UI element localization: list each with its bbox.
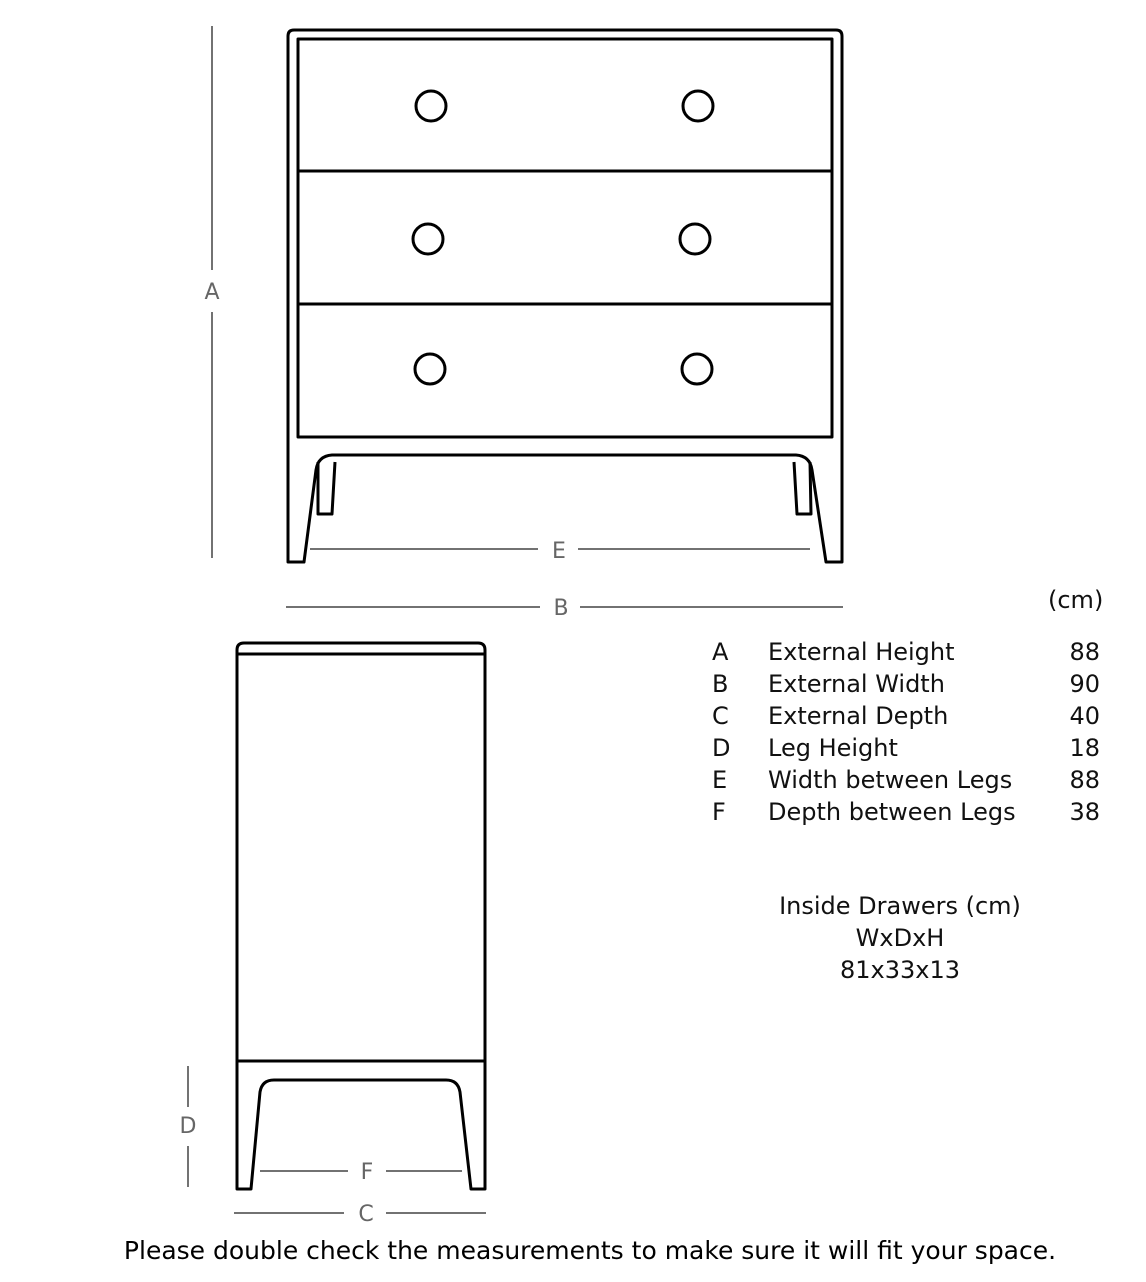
footer-note: Please double check the measurements to make sure it will fit your space.: [123, 1236, 1057, 1265]
spec-value: 40: [1069, 702, 1100, 730]
dim-label-f: F: [360, 1160, 374, 1185]
spec-letter: A: [712, 638, 729, 666]
drawer-3: [298, 304, 832, 437]
spec-row: [712, 796, 1100, 828]
inside-drawers-title: Inside Drawers (cm): [779, 892, 1021, 920]
spec-value: 38: [1069, 798, 1100, 826]
spec-row: [712, 636, 1100, 668]
front-view: [288, 30, 842, 562]
spec-value: 88: [1069, 766, 1100, 794]
knob-icon: [413, 224, 443, 254]
spec-letter: E: [712, 766, 728, 794]
knob-icon: [415, 354, 445, 384]
spec-name: External Depth: [768, 702, 949, 730]
spec-letter: D: [712, 734, 731, 762]
knob-icon: [680, 224, 710, 254]
spec-value: 18: [1069, 734, 1100, 762]
spec-name: External Width: [768, 670, 945, 698]
spec-letter: B: [712, 670, 729, 698]
inside-drawers-format: WxDxH: [855, 924, 945, 952]
side-view: [237, 643, 485, 1189]
dim-label-d: D: [179, 1114, 197, 1139]
inside-drawers-block: [740, 890, 1060, 986]
spec-name: Depth between Legs: [768, 798, 1016, 826]
dim-label-b: B: [553, 596, 569, 621]
inside-drawers-value: 81x33x13: [839, 956, 961, 984]
drawer-1: [298, 39, 832, 171]
dim-label-c: C: [358, 1202, 374, 1227]
dim-label-a: A: [204, 280, 220, 305]
back-leg-left: [318, 462, 335, 514]
spec-name: External Height: [768, 638, 955, 666]
spec-table: [712, 636, 1100, 828]
side-outer-frame: [237, 643, 485, 1189]
dim-label-e: E: [552, 539, 566, 564]
spec-letter: F: [712, 798, 726, 826]
spec-row: [712, 668, 1100, 700]
drawer-2: [298, 171, 832, 304]
spec-value: 88: [1069, 638, 1100, 666]
spec-name: Width between Legs: [768, 766, 1013, 794]
spec-value: 90: [1069, 670, 1100, 698]
front-outer-frame: [288, 30, 842, 562]
spec-letter: C: [712, 702, 729, 730]
knob-icon: [682, 354, 712, 384]
knob-icon: [416, 91, 446, 121]
knob-icon: [683, 91, 713, 121]
spec-row: [712, 732, 1100, 764]
spec-row: [712, 700, 1100, 732]
spec-row: [712, 764, 1100, 796]
spec-name: Leg Height: [768, 734, 898, 762]
unit-header: (cm): [1048, 586, 1104, 614]
back-leg-right: [794, 462, 811, 514]
